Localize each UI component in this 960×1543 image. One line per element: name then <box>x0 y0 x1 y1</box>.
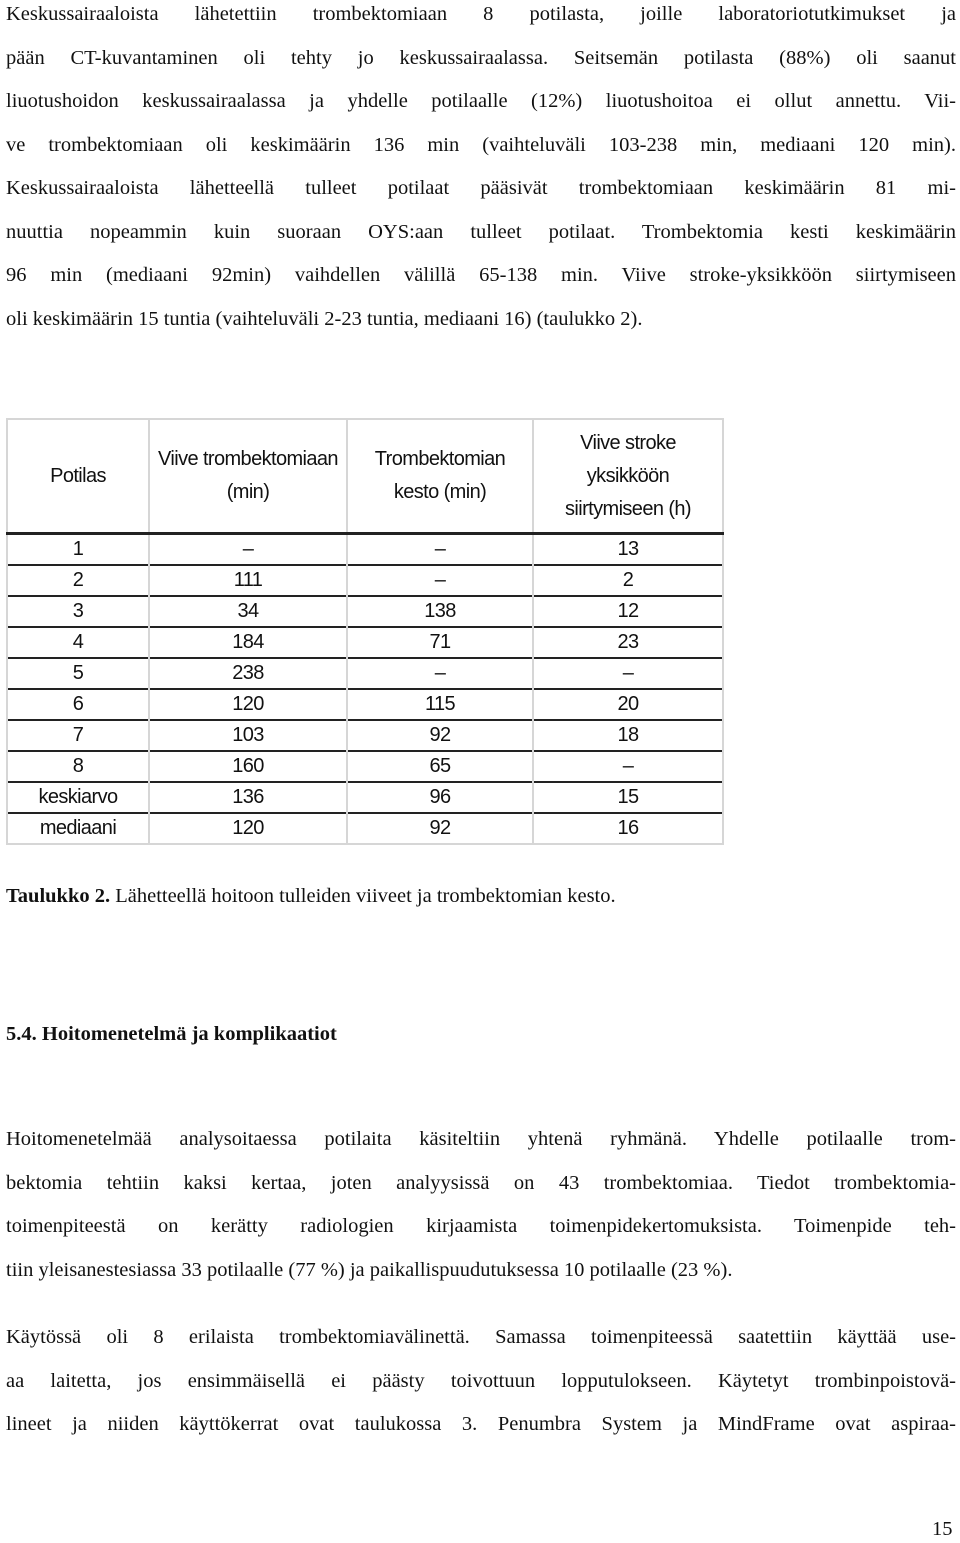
table-cell: 238 <box>149 658 347 689</box>
table-cell: – <box>533 658 723 689</box>
table-cell: 120 <box>149 689 347 720</box>
table-cell: – <box>347 534 533 566</box>
table-row <box>7 627 723 658</box>
table-row <box>7 689 723 720</box>
table-cell: 136 <box>149 782 347 813</box>
table-row <box>7 534 723 566</box>
table-cell: – <box>347 658 533 689</box>
page-number: 15 <box>932 1518 953 1540</box>
table-cell: – <box>149 534 347 566</box>
table-header-row <box>7 419 723 534</box>
table-row <box>7 658 723 689</box>
table-cell: 120 <box>149 813 347 844</box>
table-row-mean <box>7 782 723 813</box>
table-cell: 71 <box>347 627 533 658</box>
text-line: aa laitetta, jos ensimmäisellä ei päästy toivottuun lopputulokseen. Käytetyt trombinpoistovä- <box>6 1369 956 1392</box>
section-heading: 5.4. Hoitomenetelmä ja komplikaatiot <box>6 1023 337 1045</box>
table-cell: 65 <box>347 751 533 782</box>
table-cell: 15 <box>533 782 723 813</box>
table-row-median <box>7 813 723 844</box>
table-cell: 111 <box>149 565 347 596</box>
table-cell: 96 <box>347 782 533 813</box>
delays-table <box>6 418 724 845</box>
column-header-delay-thrombectomy: Viive trombektomiaan (min) <box>149 419 347 534</box>
text-line: toimenpiteestä on kerätty radiologien kirjaamista toimenpidekertomuksista. Toimenpide teh- <box>6 1215 956 1237</box>
table-cell: 8 <box>7 751 149 782</box>
text-line: nuuttia nopeammin kuin suoraan OYS:aan tulleet potilaat. Trombektomia kesti keskimäärin <box>6 220 956 243</box>
table-cell: 92 <box>347 720 533 751</box>
table-cell: 18 <box>533 720 723 751</box>
paragraph-devices <box>6 1316 956 1447</box>
table-cell: 138 <box>347 596 533 627</box>
table-cell: 23 <box>533 627 723 658</box>
table-cell: 5 <box>7 658 149 689</box>
column-header-patient: Potilas <box>7 419 149 534</box>
text-line: Käytössä oli 8 erilaista trombektomiavälinettä. Samassa toimenpiteessä saatettiin käyttää use- <box>6 1326 956 1348</box>
table-cell: 4 <box>7 627 149 658</box>
paragraph-treatment-method <box>6 1118 956 1292</box>
table-cell: 160 <box>149 751 347 782</box>
caption-label: Taulukko 2. <box>6 885 111 907</box>
caption-text: Lähetteellä hoitoon tulleiden viiveet ja trombektomian kesto. <box>110 885 616 907</box>
table-cell: 184 <box>149 627 347 658</box>
table-cell: 20 <box>533 689 723 720</box>
table-cell: 2 <box>7 565 149 596</box>
text-line: 96 min (mediaani 92min) vaihdellen välillä 65-138 min. Viive stroke-yksikköön siirtymiseen <box>6 264 956 286</box>
table-cell: 7 <box>7 720 149 751</box>
text-line: oli keskimäärin 15 tuntia (vaihteluväli 2-23 tuntia, mediaani 16) (taulukko 2). <box>6 307 643 330</box>
table-cell: 1 <box>7 534 149 566</box>
column-header-thrombectomy-duration: Trombektomian kesto (min) <box>347 419 533 534</box>
table-cell: 3 <box>7 596 149 627</box>
table-row <box>7 720 723 751</box>
table-cell: 115 <box>347 689 533 720</box>
text-line: liuotushoidon keskussairaalassa ja yhdelle potilaalle (12%) liuotushoitoa ei ollut annettu. Vii- <box>6 90 956 112</box>
paragraph-delays <box>6 0 956 341</box>
table-cell: 6 <box>7 689 149 720</box>
table-cell: – <box>347 565 533 596</box>
table-cell: 12 <box>533 596 723 627</box>
table-cell: mediaani <box>7 813 149 844</box>
table-cell: 34 <box>149 596 347 627</box>
text-line: bektomia tehtiin kaksi kertaa, joten analyysissä on 43 trombektomiaa. Tiedot trombektomia- <box>6 1171 956 1194</box>
table-cell: 13 <box>533 534 723 566</box>
table-cell: keskiarvo <box>7 782 149 813</box>
text-line: Keskussairaaloista lähetteellä tulleet potilaat pääsivät trombektomiaan keskimäärin 81 mi- <box>6 177 956 199</box>
table-cell: 2 <box>533 565 723 596</box>
text-line: tiin yleisanestesiassa 33 potilaalle (77 %) ja paikallispuudutuksessa 10 potilaalle (23 %). <box>6 1258 733 1281</box>
text-line: Keskussairaaloista lähetettiin trombektomiaan 8 potilasta, joille laboratoriotutkimukset ja <box>6 3 956 25</box>
text-line: pään CT-kuvantaminen oli tehty jo keskussairaalassa. Seitsemän potilasta (88%) oli saanut <box>6 46 956 69</box>
column-header-delay-stroke-unit: Viive stroke yksikköön siirtymiseen (h) <box>533 419 723 534</box>
text-line: lineet ja niiden käyttökerrat ovat taulukossa 3. Penumbra System ja MindFrame ovat aspiraa- <box>6 1413 956 1435</box>
text-line: Hoitomenetelmää analysoitaessa potilaita käsiteltiin yhtenä ryhmänä. Yhdelle potilaalle trom- <box>6 1128 956 1150</box>
table-cell: – <box>533 751 723 782</box>
text-line: ve trombektomiaan oli keskimäärin 136 min (vaihteluväli 103-238 min, mediaani 120 min). <box>6 133 956 156</box>
table-cell: 92 <box>347 813 533 844</box>
table-row <box>7 751 723 782</box>
table-row <box>7 565 723 596</box>
table-caption <box>6 880 616 912</box>
table-cell: 103 <box>149 720 347 751</box>
table-cell: 16 <box>533 813 723 844</box>
table-row <box>7 596 723 627</box>
